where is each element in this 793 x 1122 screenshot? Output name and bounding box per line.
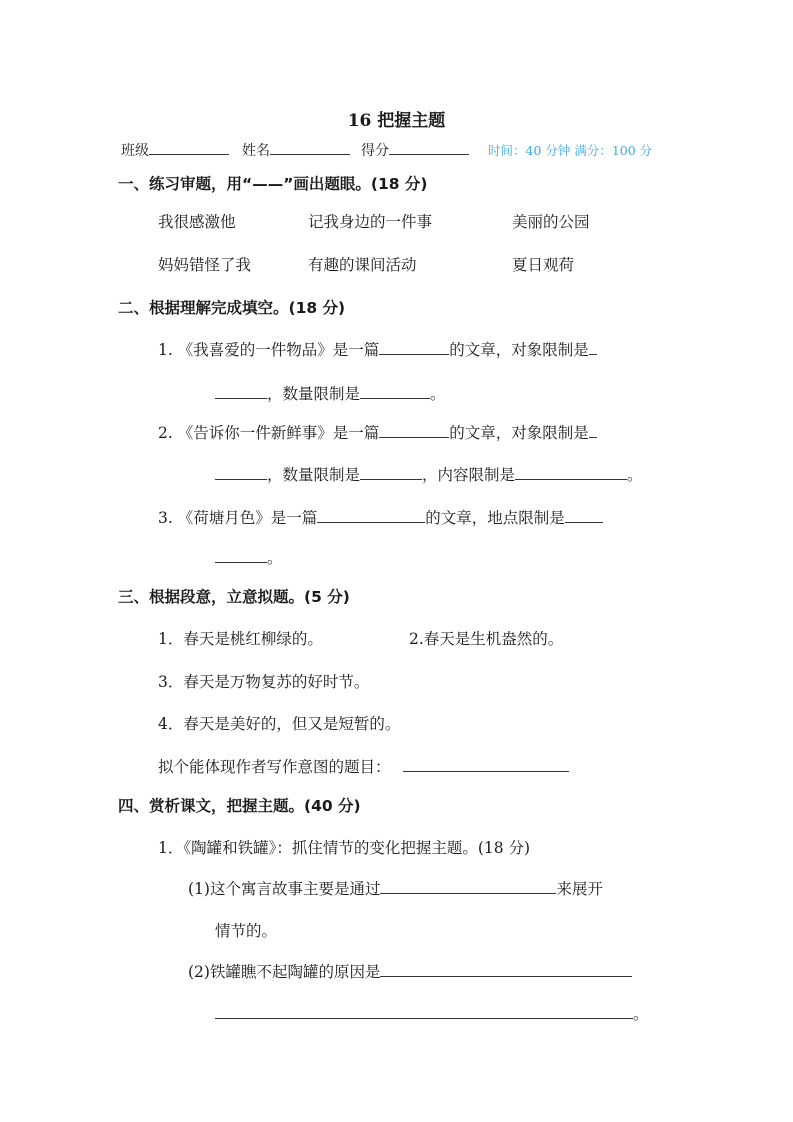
name-label: 姓名 (242, 143, 270, 159)
period: 。 (430, 385, 446, 403)
q2-object-blank[interactable] (215, 463, 267, 480)
paragraph-item: 2.春天是生机盎然的。 (409, 630, 564, 648)
period: 。 (627, 466, 643, 484)
score-label: 得分 (361, 143, 389, 159)
q3-line2 (215, 546, 283, 568)
q3-number: 3. (158, 509, 173, 527)
q3-place-blank[interactable] (215, 546, 267, 563)
sub1-blank[interactable] (380, 877, 556, 894)
topic-item: 妈妈错怪了我 (158, 256, 252, 274)
page-title: 16 把握主题 (347, 111, 446, 131)
q1-number: 1. (158, 341, 173, 359)
q1-text: ，数量限制是 (267, 385, 361, 403)
q2-text: ，数量限制是 (267, 466, 361, 484)
title-answer-blank[interactable] (403, 755, 569, 772)
q3-type-blank[interactable] (317, 506, 425, 523)
sub1-text: (1)这个寓言故事主要是通过 (188, 880, 381, 898)
q2-content-blank[interactable] (515, 463, 627, 480)
q2-text: ，内容限制是 (422, 466, 516, 484)
q2-text: 《告诉你一件新鲜事》是一篇 (177, 424, 380, 442)
topic-item: 夏日观荷 (512, 256, 575, 274)
q1-line1 (158, 338, 597, 360)
time-score-info: 时间：40 分钟 满分：100 分 (488, 143, 653, 158)
sub2-text: (2)铁罐瞧不起陶罐的原因是 (188, 963, 381, 981)
s4-q1-sub2-cont (215, 1002, 649, 1024)
section4-heading: 四、赏析课文，把握主题。(40 分) (118, 797, 361, 815)
topic-item: 美丽的公园 (512, 213, 590, 231)
q3-line1 (158, 506, 603, 528)
name-field[interactable] (242, 140, 350, 160)
class-input-line[interactable] (149, 140, 229, 155)
sub1-text: 来展开 (556, 880, 603, 898)
paragraph-item: 3．春天是万物复苏的好时节。 (158, 673, 370, 691)
section2-heading: 二、根据理解完成填空。(18 分) (118, 299, 346, 317)
section3-heading: 三、根据段意，立意拟题。(5 分) (118, 588, 350, 606)
q2-type-blank[interactable] (379, 421, 449, 438)
q1-text: 《我喜爱的一件物品》是一篇 (177, 341, 380, 359)
s4-q1-sub2 (188, 960, 632, 982)
q2-object-blank-start[interactable] (589, 421, 597, 438)
q1-type-blank[interactable] (379, 338, 449, 355)
topic-item: 有趣的课间活动 (308, 256, 417, 274)
q1-line2 (215, 382, 446, 404)
score-field[interactable] (361, 140, 469, 160)
q2-line2 (215, 463, 643, 485)
class-label: 班级 (121, 143, 149, 159)
q2-number: 2. (158, 424, 173, 442)
topic-item: 记我身边的一件事 (308, 213, 433, 231)
period: 。 (633, 1005, 649, 1023)
s4-q1-title: 1．《陶罐和铁罐》：抓住情节的变化把握主题。(18 分) (158, 839, 531, 857)
score-input-line[interactable] (389, 140, 469, 155)
sub2-blank-cont[interactable] (215, 1002, 633, 1019)
paragraph-item: 1．春天是桃红柳绿的。 (158, 630, 323, 648)
name-input-line[interactable] (270, 140, 350, 155)
paragraph-item: 4．春天是美好的，但又是短暂的。 (158, 715, 401, 733)
section1-heading: 一、练习审题，用“——”画出题眼。(18 分) (118, 175, 428, 193)
s4-q1-sub1 (188, 877, 603, 899)
q3-place-blank-start[interactable] (565, 506, 603, 523)
topic-item: 我很感激他 (158, 213, 236, 231)
q2-text: 的文章，对象限制是 (449, 424, 589, 442)
q3-text: 《荷塘月色》是一篇 (177, 509, 318, 527)
q2-line1 (158, 421, 597, 443)
period: 。 (267, 549, 283, 567)
q1-object-blank-start[interactable] (589, 338, 597, 355)
class-field[interactable] (121, 140, 229, 160)
s4-q1-sub1-cont: 情节的。 (215, 922, 278, 940)
title-prompt-label: 拟个能体现作者写作意图的题目： (158, 758, 391, 776)
q2-quantity-blank[interactable] (360, 463, 422, 480)
q3-text: 的文章，地点限制是 (425, 509, 565, 527)
q1-quantity-blank[interactable] (360, 382, 430, 399)
sub2-blank[interactable] (380, 960, 632, 977)
q1-object-blank[interactable] (215, 382, 267, 399)
title-prompt (158, 755, 569, 777)
q1-text: 的文章，对象限制是 (449, 341, 589, 359)
